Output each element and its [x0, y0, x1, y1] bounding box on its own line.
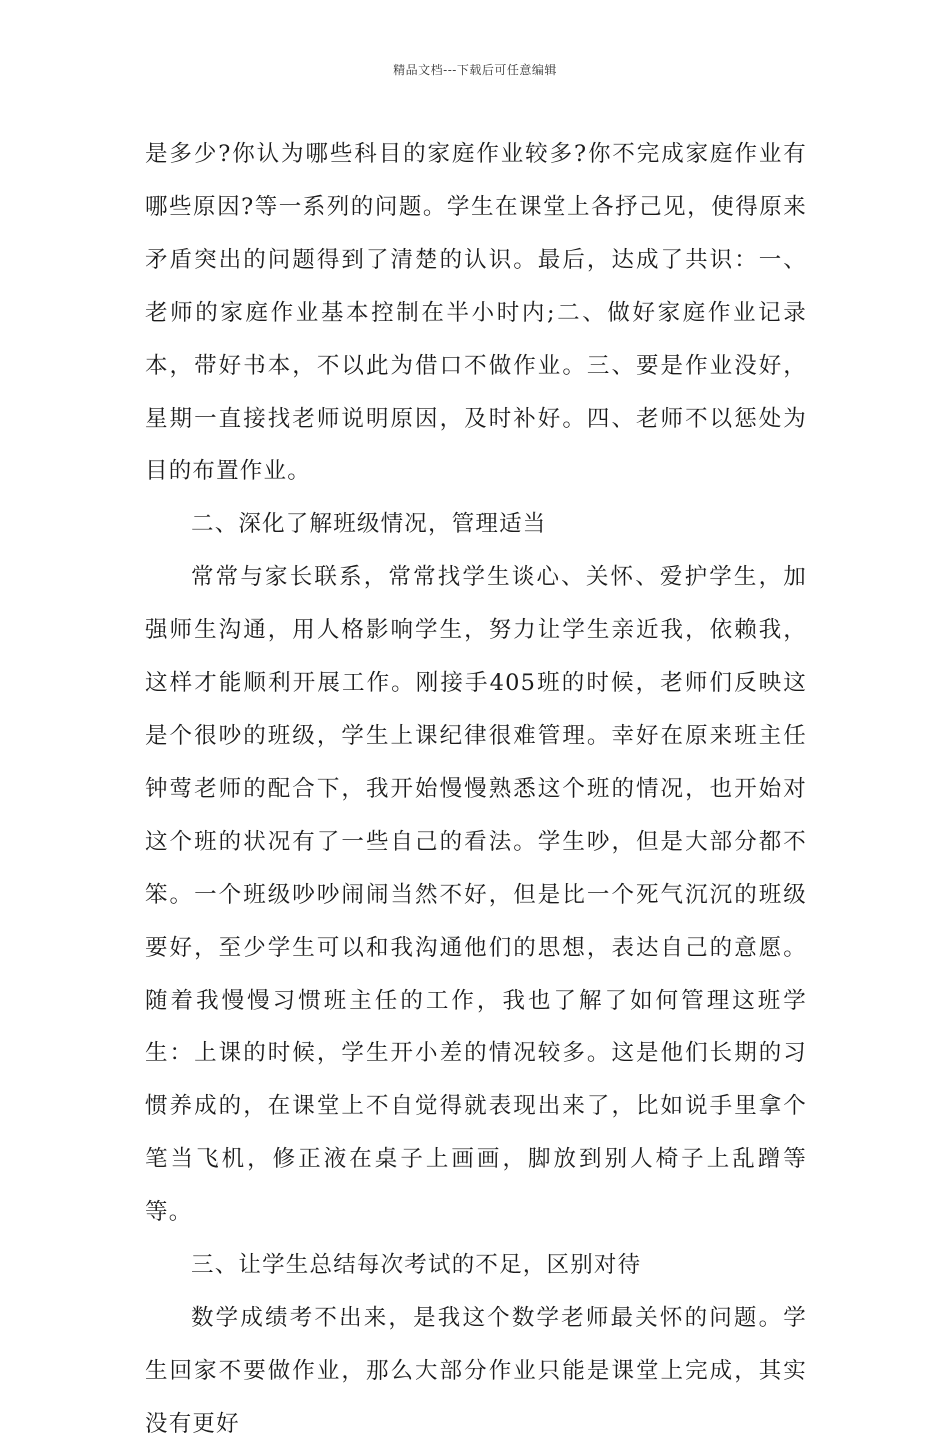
- document-body: [145, 128, 807, 1451]
- paragraph-continuation: 是多少?你认为哪些科目的家庭作业较多?你不完成家庭作业有哪些原因?等一系列的问题。学生在课堂上各抒己见，使得原来矛盾突出的问题得到了清楚的认识。最后，达成了共识：一、老师的家庭作业基本控制在半小时内;二、做好家庭作业记录本，带好书本，不以此为借口不做作业。三、要是作业没好，星期一直接找老师说明原因，及时补好。四、老师不以惩处为目的布置作业。: [145, 141, 807, 485]
- paragraph-class-management: 常常与家长联系，常常找学生谈心、关怀、爱护学生，加强师生沟通，用人格影响学生，努力让学生亲近我，依赖我，这样才能顺利开展工作。刚接手405班的时候，老师们反映这是个很吵的班级，学生上课纪律很难管理。幸好在原来班主任钟莺老师的配合下，我开始慢慢熟悉这个班的情况，也开始对这个班的状况有了一些自己的看法。学生吵，但是大部分都不笨。一个班级吵吵闹闹当然不好，但是比一个死气沉沉的班级要好，至少学生可以和我沟通他们的思想，表达自己的意愿。随着我慢慢习惯班主任的工作，我也了解了如何管理这班学生：上课的时候，学生开小差的情况较多。这是他们长期的习惯养成的，在课堂上不自觉得就表现出来了，比如说手里拿个笔当飞机，修正液在桌子上画画，脚放到别人椅子上乱蹭等等。: [145, 564, 807, 1226]
- section-heading-3: 三、让学生总结每次考试的不足，区别对待: [191, 1252, 642, 1279]
- section-heading-2: 二、深化了解班级情况，管理适当: [191, 511, 547, 538]
- paragraph-math-scores: 数学成绩考不出来，是我这个数学老师最关怀的问题。学生回家不要做作业，那么大部分作业只能是课堂上完成，其实没有更好: [145, 1304, 807, 1437]
- page-header: 精品文档---下载后可任意编辑: [393, 63, 557, 77]
